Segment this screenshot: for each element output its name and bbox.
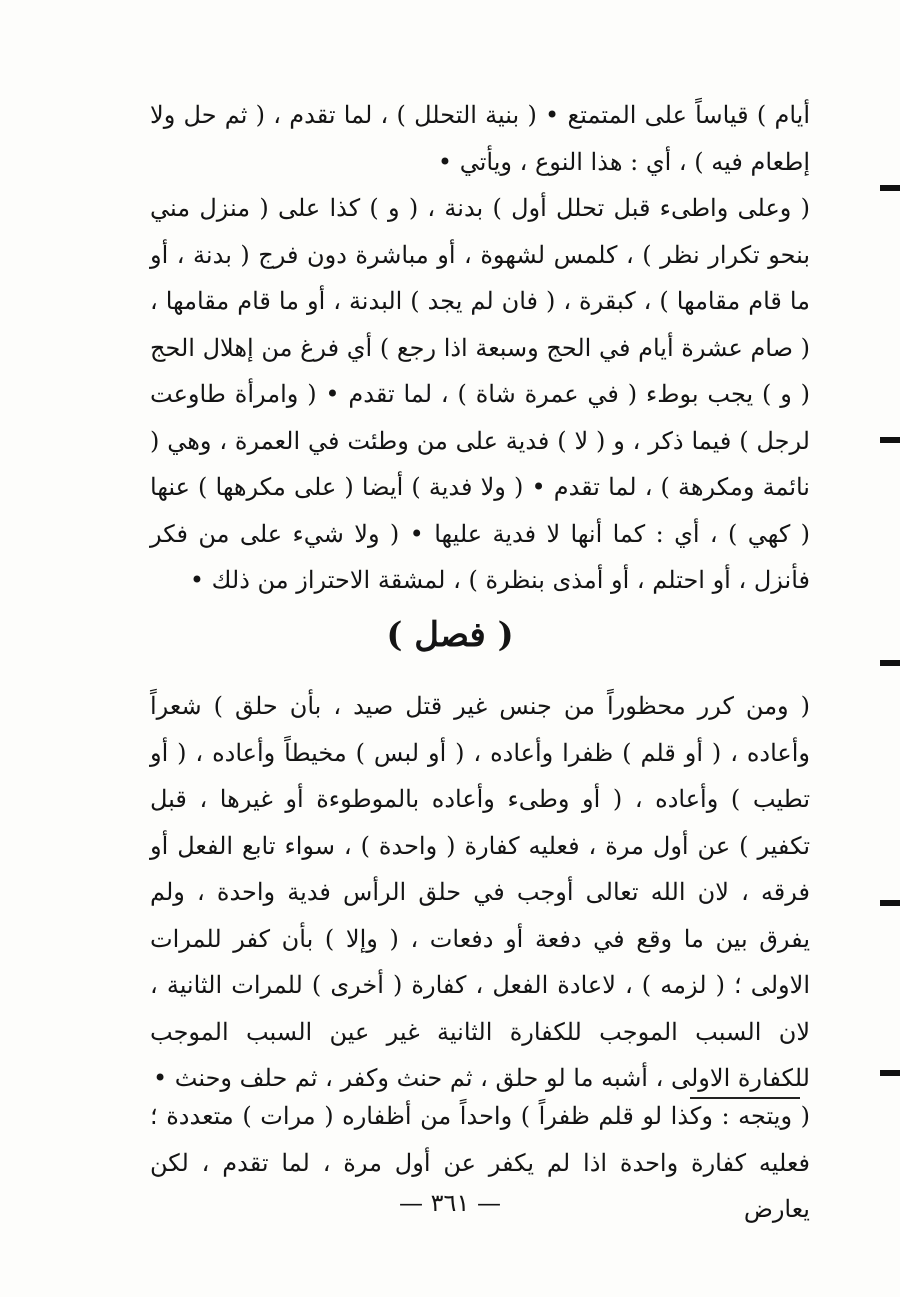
edge-mark xyxy=(880,437,900,443)
text-block-middle xyxy=(150,683,810,1102)
page-number: — ٣٦١ — xyxy=(399,1189,501,1217)
paragraph: ( ومن كرر محظوراً من جنس غير قتل صيد ، بأن حلق ) شعراً وأعاده ، ( أو قلم ) ظفرا وأعاده ، ( أو لبس ) مخيطاً وأعاده ، ( أو تطيب ) وأعاده ، ( أو وطىء وأعاده بالموطوءة أو غيرها ، قبل تكفير ) عن أول مرة ، فعليه كفارة ( واحدة ) ، سواء تابع الفعل أو فرقه ، لان الله تعالى أوجب في حلق الرأس فدية واحدة ، ولم يفرق بين ما وقع في دفعة أو دفعات ، ( وإلا ) بأن كفر للمرات الاولى ؛ ( لزمه ) ، لاعادة الفعل ، كفارة ( أخرى ) للمرات الثانية ، لان السبب الموجب للكفارة الثانية غير عين السبب الموجب للكفارة الاولى ، أشبه ما لو حلق ، ثم حنث وكفر ، ثم حلف وحنث • xyxy=(150,692,810,1092)
edge-mark xyxy=(880,660,900,666)
text-block-top xyxy=(150,92,810,604)
edge-mark xyxy=(880,1070,900,1076)
edge-mark xyxy=(880,900,900,906)
section-heading: ( فصل ) xyxy=(386,615,514,655)
paragraph: أيام ) قياساً على المتمتع • ( بنية التحلل ) ، لما تقدم ، ( ثم حل ولا إطعام فيه ) ، أي : هذا النوع ، ويأتي • xyxy=(150,101,810,176)
edge-mark xyxy=(880,185,900,191)
paragraph: ( وعلى واطىء قبل تحلل أول ) بدنة ، ( و ) كذا على ( منزل مني بنحو تكرار نظر ) ، كلمس لشهوة ، أو مباشرة دون فرج ( بدنة ، أو ما قام مقامها ) ، كبقرة ، ( فان لم يجد ) البدنة ، أو ما قام مقامها ، ( صام عشرة أيام في الحج وسبعة اذا رجع ) أي فرغ من إهلال الحج ( و ) يجب بوطء ( في عمرة شاة ) ، لما تقدم • ( وامرأة طاوعت لرجل ) فيما ذكر ، و ( لا ) فدية على من وطئت في العمرة ، وهي ( نائمة ومكرهة ) ، لما تقدم • ( ولا فدية ) أيضا ( على مكرهها ) عنها ( كهي ) ، أي : كما أنها لا فدية عليها • ( ولا شيء على من فكر فأنزل ، أو احتلم ، أو أمذى بنظرة ) ، لمشقة الاحتراز من ذلك • xyxy=(150,194,810,594)
paragraph: ( ويتجه : وكذا لو قلم ظفراً ) واحداً من أظفاره ( مرات ) متعددة ؛ فعليه كفارة واحدة اذا لم يكفر عن أول مرة ، لما تقدم ، لكن يعارض xyxy=(150,1102,810,1223)
